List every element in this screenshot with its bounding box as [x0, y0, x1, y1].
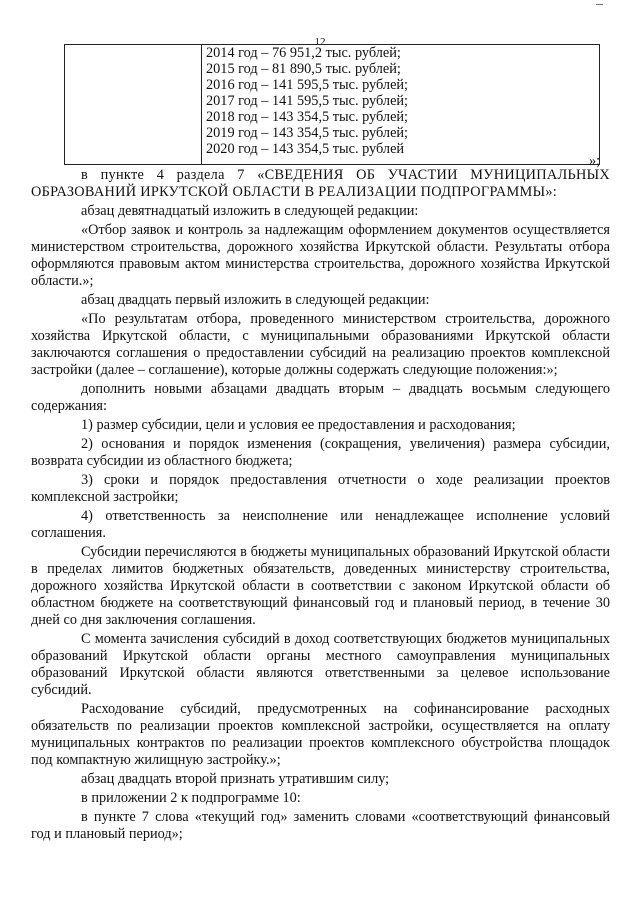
page-number: 12 — [314, 36, 326, 48]
paragraph: «По результатам отбора, проведенного министерством строительства, дорожного хозяйства Иркутской области, с муниципальными образованиями Иркутской области заключаются соглашения о предоставлении субсидий на реализацию проектов комплексной застройки (далее – соглашение), которые должны содержать следующие положения:»; — [31, 311, 610, 378]
paragraph: дополнить новыми абзацами двадцать вторым – двадцать восьмым следующего содержания: — [31, 381, 610, 414]
paragraph: в пункте 7 слова «текущий год» заменить словами «соответствующий финансовый год и плановый период»; — [31, 809, 610, 842]
list-item: 2) основания и порядок изменения (сокращения, увеличения) размера субсидии, возврата субсидии из областного бюджета; — [31, 436, 610, 469]
paragraph: «Отбор заявок и контроль за надлежащим оформлением документов осуществляется министерством строительства, дорожного хозяйства Иркутской области. Результаты отбора оформляются правовым актом министерства строительства, дорожного хозяйства Иркутской области.»; — [31, 222, 610, 289]
paragraph: в приложении 2 к подпрограмме 10: — [81, 790, 301, 806]
paragraph: в пункте 4 раздела 7 «СВЕДЕНИЯ ОБ УЧАСТИИ МУНИЦИПАЛЬНЫХ ОБРАЗОВАНИЙ ИРКУТСКОЙ ОБЛАСТИ В РЕАЛИЗАЦИИ ПОДПРОГРАММЫ»: — [31, 167, 610, 200]
table-line: 2014 год – 76 951,2 тыс. рублей; — [206, 45, 401, 61]
paragraph: абзац двадцать второй признать утратившим силу; — [81, 771, 390, 787]
paragraph: С момента зачисления субсидий в доход соответствующих бюджетов муниципальных образований Иркутской области органы местного самоуправления муниципальных образований Иркутской области являются ответственными за целевое использование субсидий. — [31, 631, 610, 698]
table-line: 2016 год – 141 595,5 тыс. рублей; — [206, 77, 409, 93]
table-closing-quote: »; — [589, 153, 601, 169]
table-line: 2017 год – 141 595,5 тыс. рублей; — [206, 93, 409, 109]
table-line: 2019 год – 143 354,5 тыс. рублей; — [206, 125, 409, 141]
table-line: 2015 год – 81 890,5 тыс. рублей; — [206, 61, 401, 77]
list-item: 4) ответственность за неисполнение или ненадлежащее исполнение условий соглашения. — [31, 508, 610, 541]
paragraph: абзац двадцать первый изложить в следующей редакции: — [81, 292, 430, 308]
list-item: 1) размер субсидии, цели и условия ее предоставления и расходования; — [81, 417, 516, 433]
list-item: 3) сроки и порядок предоставления отчетности о ходе реализации проектов комплексной застройки; — [31, 472, 610, 505]
table-line: 2018 год – 143 354,5 тыс. рублей; — [206, 109, 409, 125]
table-empty-cell — [65, 45, 202, 165]
paragraph: абзац девятнадцатый изложить в следующей редакции: — [81, 203, 419, 219]
scan-mark — [596, 4, 603, 5]
paragraph: Расходование субсидий, предусмотренных на софинансирование расходных обязательств по реализации проектов комплексной застройки, осуществляется на оплату муниципальных контрактов по реализации проектов комплексного обустройства площадок под компактную жилищную застройку.»; — [31, 701, 610, 768]
table-amounts-cell — [202, 45, 600, 165]
document-body — [31, 167, 610, 845]
funding-table — [64, 44, 600, 165]
table-line: 2020 год – 143 354,5 тыс. рублей — [206, 141, 405, 157]
table-row — [65, 45, 600, 165]
paragraph: Субсидии перечисляются в бюджеты муниципальных образований Иркутской области в пределах лимитов бюджетных обязательств, доведенных министерству строительства, дорожного хозяйства Иркутской области в соответствии с законом Иркутской области об областном бюджете на соответствующий финансовый год и плановый период, в течение 30 дней со дня заключения соглашения. — [31, 544, 610, 628]
